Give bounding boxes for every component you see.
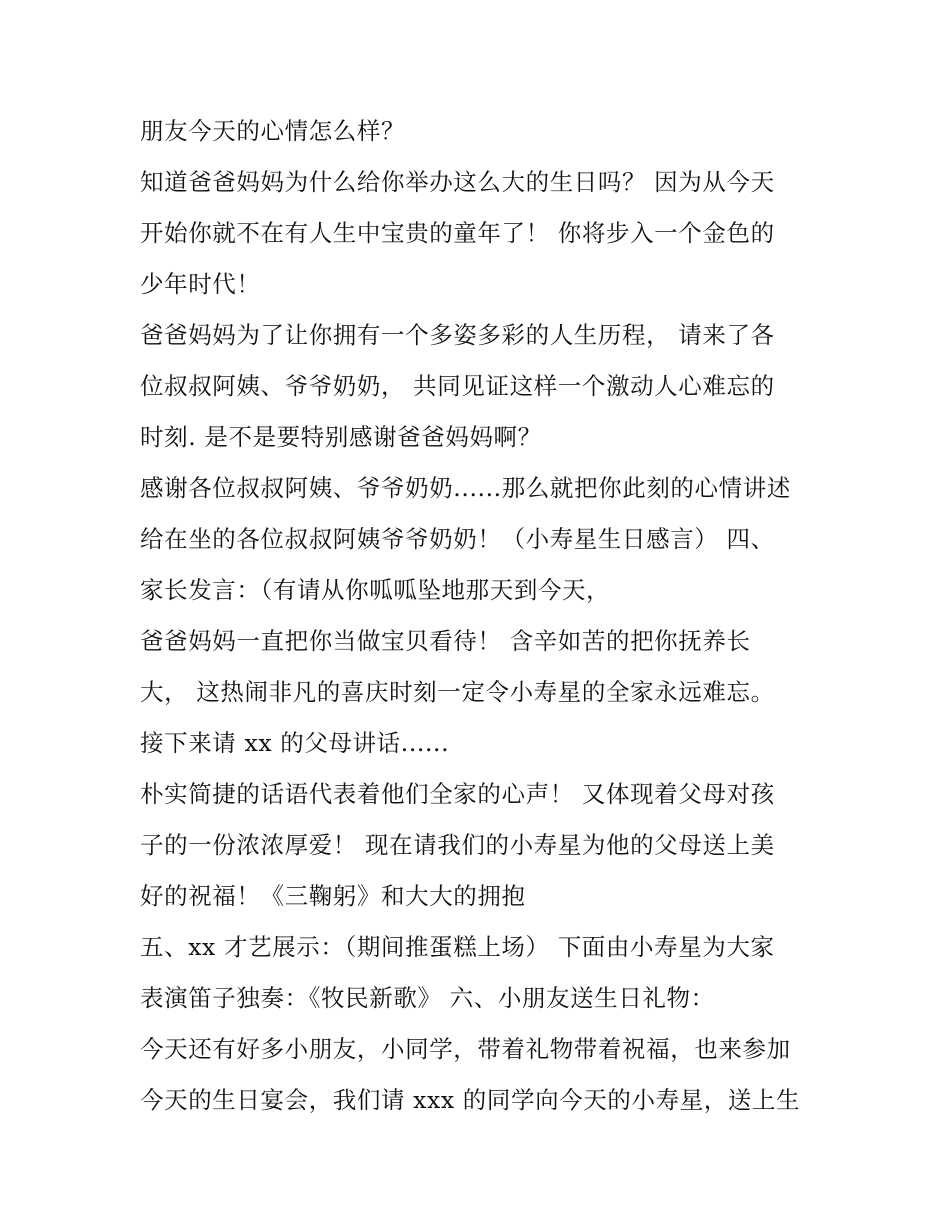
text-line: 接下来请 xx 的父母讲话...... <box>140 729 450 757</box>
text-line: 知道爸爸妈妈为什么给你举办这么大的生日吗？ 因为从今天 <box>140 168 775 196</box>
text-line: 朋友今天的心情怎么样？ <box>140 117 406 145</box>
text-line: 时刻. 是不是要特别感谢爸爸妈妈啊？ <box>140 423 542 451</box>
text-line: 爸爸妈妈为了让你拥有一个多姿多彩的人生历程， 请来了各 <box>140 321 775 349</box>
text-line: 子的一份浓浓厚爱！ 现在请我们的小寿星为他的父母送上美 <box>140 831 775 859</box>
text-line: 表演笛子独奏：《牧民新歌》 六、小朋友送生日礼物： <box>140 984 715 1012</box>
text-line: 今天还有好多小朋友，小同学，带着礼物带着祝福，也来参加 <box>140 1035 791 1063</box>
text-line: 大， 这热闹非凡的喜庆时刻一定令小寿星的全家永远难忘。 <box>140 678 775 706</box>
text-line: 爸爸妈妈一直把你当做宝贝看待！ 含辛如苦的把你抚养长 <box>140 627 751 655</box>
text-line: 好的祝福！《三鞠躬》和大大的拥抱 <box>140 882 526 910</box>
document-body <box>140 109 830 1129</box>
text-line: 家长发言：（有请从你呱呱坠地那天到今天， <box>140 576 611 604</box>
text-line: 少年时代！ <box>140 270 261 298</box>
text-line: 今天的生日宴会，我们请 xxx 的同学向今天的小寿星，送上生 <box>140 1086 801 1114</box>
text-line: 五、xx 才艺展示：（期间推蛋糕上场） 下面由小寿星为大家 <box>140 933 775 961</box>
text-line: 给在坐的各位叔叔阿姨爷爷奶奶！（小寿星生日感言） 四、 <box>140 525 775 553</box>
text-line: 开始你就不在有人生中宝贵的童年了！ 你将步入一个金色的 <box>140 219 775 247</box>
text-line: 朴实简捷的话语代表着他们全家的心声！ 又体现着父母对孩 <box>140 780 775 808</box>
text-line: 感谢各位叔叔阿姨、爷爷奶奶......那么就把你此刻的心情讲述 <box>140 474 791 502</box>
text-line: 位叔叔阿姨、爷爷奶奶， 共同见证这样一个激动人心难忘的 <box>140 372 775 400</box>
